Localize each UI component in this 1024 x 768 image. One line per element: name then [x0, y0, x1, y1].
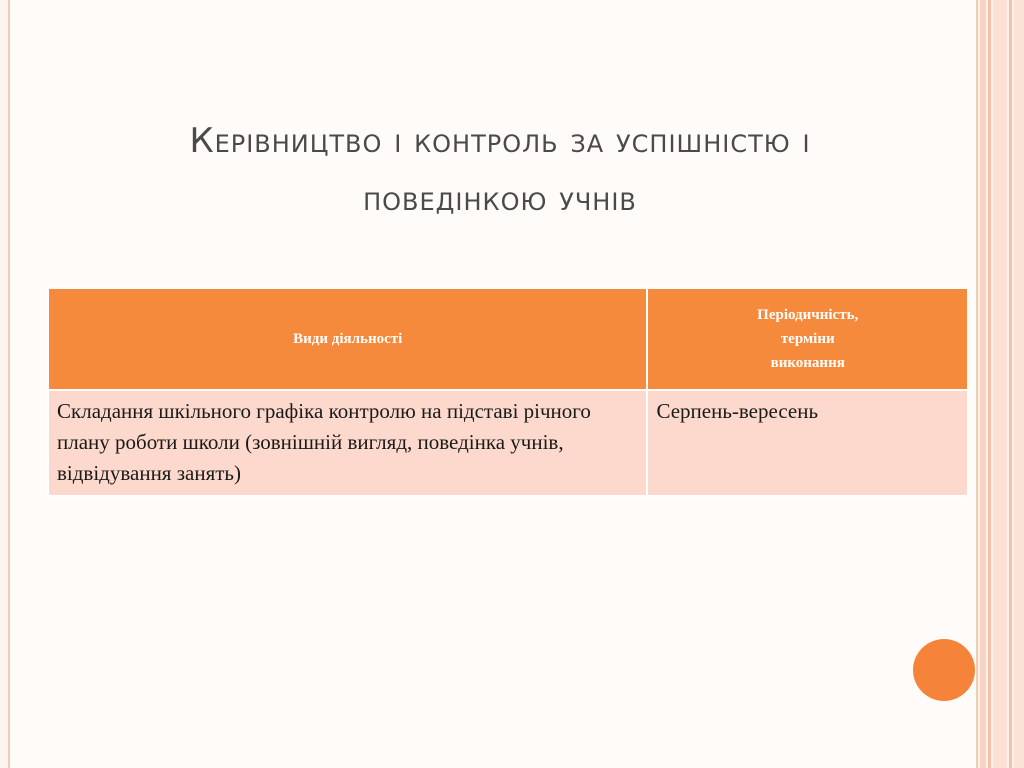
- table-header-row: [48, 288, 968, 390]
- decorative-circle: [913, 639, 975, 701]
- slide-title-line-2: поведінкою учнів: [363, 179, 637, 219]
- table-row: [48, 390, 968, 496]
- slide-title-line-1: Керівництво і контроль за успішністю і: [189, 121, 811, 161]
- header-periodicity-line-3: виконання: [770, 355, 845, 371]
- decorative-stripe: [993, 0, 1007, 768]
- cell-activity: Складання шкільного графіка контролю на підставі річного плану роботи школи (зовнішній вигляд, поведінка учнів, відвідування занять): [48, 390, 647, 496]
- cell-period: Серпень-вересень: [647, 390, 968, 496]
- decorative-stripe: [980, 0, 986, 768]
- header-periodicity: [647, 288, 968, 390]
- header-periodicity-line-1: Періодичність,: [757, 307, 859, 323]
- decorative-stripe: [988, 0, 991, 768]
- slide-title: [60, 112, 940, 228]
- activity-table: [47, 287, 969, 497]
- decorative-stripe: [1014, 0, 1024, 768]
- header-periodicity-line-2: терміни: [780, 331, 835, 347]
- decorative-stripe: [1009, 0, 1012, 768]
- header-activity-types: Види діяльності: [48, 288, 647, 390]
